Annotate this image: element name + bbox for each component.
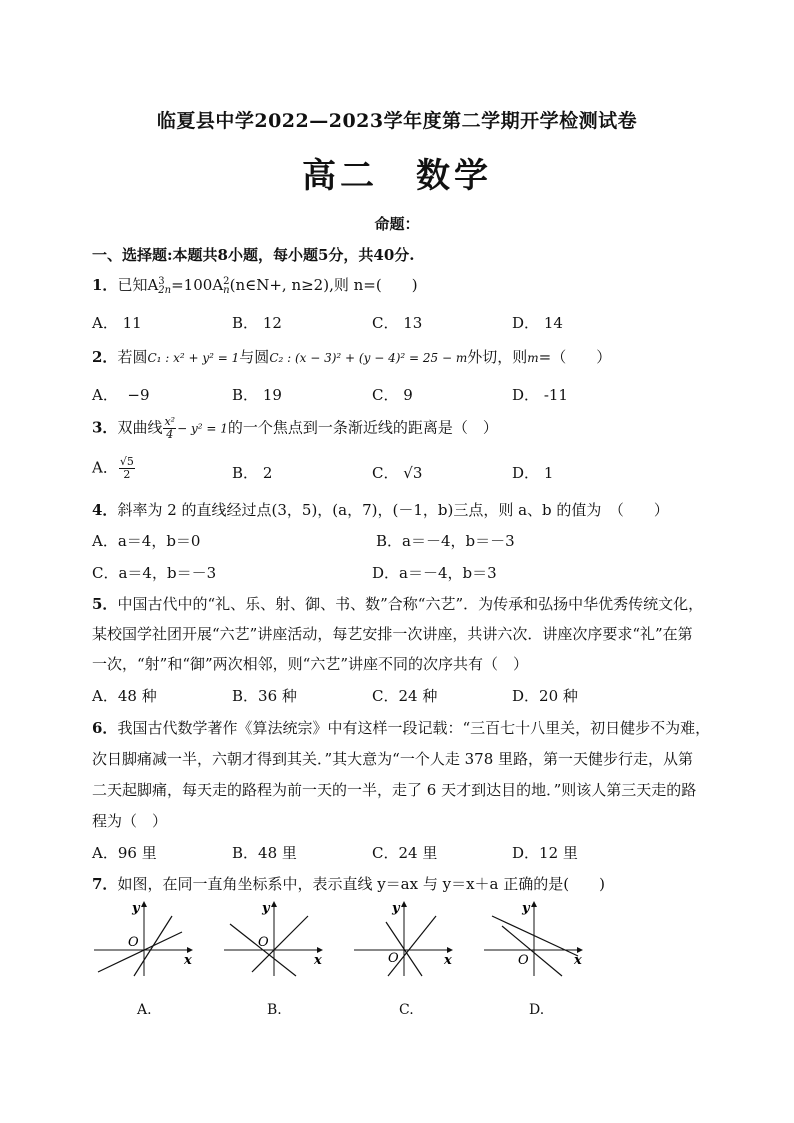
q2-option-a[interactable] (92, 384, 150, 405)
q6-option-b[interactable] (232, 842, 297, 863)
q5-option-c[interactable] (372, 685, 437, 706)
option-text: √3 (403, 464, 423, 482)
fraction-top: x² (164, 415, 176, 428)
fraction-bottom: 2 (123, 468, 131, 481)
option-text: 48 里 (258, 844, 297, 862)
option-label: B． (232, 844, 259, 862)
y-axis-label: y (262, 901, 270, 916)
option-label: C． (372, 386, 399, 404)
graph-a (92, 898, 202, 978)
option-label: C． (372, 314, 399, 332)
option-text: −9 (127, 386, 150, 404)
option-label: C． (372, 464, 399, 482)
option-text: a＝4，b＝0 (117, 532, 201, 550)
stem-text: 如图，在同一直角坐标系中，表示直线 y＝ax 与 y＝x＋a 正确的是( ) (117, 875, 605, 893)
option-text: 36 种 (258, 687, 297, 705)
option-label: A． (92, 386, 118, 404)
line-2 (134, 916, 172, 976)
q1-option-d[interactable] (512, 312, 563, 333)
q3-option-a[interactable] (92, 456, 136, 481)
option-text: 12 (262, 314, 282, 332)
option-label: C． (372, 844, 399, 862)
perm-sup: 2 (223, 276, 230, 287)
equals-text: =100 (171, 276, 213, 294)
option-label: D． (512, 386, 540, 404)
stem-text: 的一个焦点到一条渐近线的距离是（ ） (227, 418, 498, 437)
origin-label: O (388, 951, 399, 966)
graph-c-caption: C. (399, 1002, 414, 1018)
q4-option-a[interactable] (92, 530, 200, 551)
question-6-line-2: 次日脚痛减一半，六朝才得到其关．”其大意为“一个人走 378 里路，第一天健步行走，从第 (92, 750, 694, 768)
graph-d (482, 898, 592, 978)
option-text: 13 (403, 314, 423, 332)
q2-option-c[interactable] (372, 384, 413, 405)
option-label: D． (512, 844, 540, 862)
option-text: -11 (543, 386, 568, 404)
option-text: 12 里 (539, 844, 578, 862)
graph-b (222, 898, 332, 978)
option-label: D． (512, 314, 540, 332)
question-7 (92, 873, 605, 894)
q6-option-c[interactable] (372, 842, 437, 863)
option-text: 20 种 (539, 687, 578, 705)
q1-option-a[interactable] (92, 312, 142, 333)
option-label: B． (232, 687, 259, 705)
author-label: 命题： (374, 215, 420, 233)
perm-expr-2 (212, 276, 229, 294)
question-number: 3． (92, 418, 118, 437)
q5-option-b[interactable] (232, 685, 297, 706)
q4-option-d[interactable] (372, 562, 497, 583)
question-6-line-1 (92, 717, 710, 738)
option-label: A． (92, 314, 118, 332)
stem-text: 双曲线 (117, 418, 163, 437)
stem-text: 我国古代数学著作《算法统宗》中有这样一段记载：“三百七十八里关，初日健步不为难， (117, 719, 711, 737)
question-5-line-1 (92, 593, 703, 614)
origin-label: O (258, 935, 269, 950)
x-axis-label: x (444, 953, 452, 968)
circle-1-expr: C₁ : x² + y² = 1 (147, 351, 240, 365)
option-label: B． (232, 386, 259, 404)
option-label: C． (92, 564, 119, 582)
stem-text: 若圆 (117, 348, 148, 366)
option-text: 24 种 (398, 687, 438, 705)
option-label: B． (232, 314, 259, 332)
option-label: C． (372, 687, 399, 705)
question-5-line-3: 一次，“射”和“御”两次相邻，则“六艺”讲座不同的次序共有（ ） (92, 655, 529, 673)
origin-label: O (128, 935, 139, 950)
q6-option-a[interactable] (92, 842, 157, 863)
fraction-top: √5 (119, 455, 134, 468)
perm-sub: 2n (158, 285, 172, 296)
option-label: A． (92, 532, 118, 550)
question-6-line-4: 程为（ ） (92, 812, 168, 830)
question-number: 7． (92, 875, 118, 893)
graph-d-caption: D. (529, 1002, 545, 1018)
q3-option-c[interactable] (372, 462, 422, 483)
q2-option-d[interactable] (512, 384, 568, 405)
circle-2-expr: C₂ : (x − 3)² + (y − 4)² = 25 − m (269, 351, 468, 365)
question-2 (92, 346, 611, 367)
perm-sub: n (223, 285, 230, 296)
option-label: D． (512, 687, 540, 705)
var-m: m (527, 351, 539, 365)
perm-symbol: A (147, 276, 159, 294)
y-axis-label: y (392, 901, 400, 916)
option-text: 96 里 (117, 844, 157, 862)
question-number: 4． (92, 501, 118, 519)
x-axis-label: x (314, 953, 322, 968)
question-4 (92, 499, 669, 520)
stem-text: 斜率为 2 的直线经过点(3，5)，(a，7)，(－1，b)三点，则 a、b 的值为 （ ） (117, 501, 669, 519)
question-number: 5． (92, 595, 118, 613)
option-text: a＝－4，b＝－3 (402, 532, 515, 550)
fraction-bottom: 4 (166, 428, 174, 441)
stem-text: 中国古代中的“礼、乐、射、御、书、数”合称“六艺”．为传承和弘扬中华优秀传统文化， (117, 595, 704, 613)
stem-text: =（ ） (538, 348, 612, 366)
line-2 (502, 926, 562, 976)
y-axis-label: y (132, 901, 140, 916)
x-axis-label: x (574, 953, 582, 968)
question-6-line-3: 二天起脚痛，每天走的路程为前一天的一半，走了 6 天才到达目的地．”则该人第三天走的路 (92, 781, 697, 799)
x-axis-label: x (184, 953, 192, 968)
option-text: 48 种 (117, 687, 157, 705)
question-number: 1． (92, 276, 118, 294)
option-text: 24 里 (398, 844, 438, 862)
hyperbola-expr: − y² = 1 (177, 421, 228, 436)
graph-b-caption: B. (267, 1002, 282, 1018)
question-5-line-2: 某校国学社团开展“六艺”讲座活动，每艺安排一次讲座，共讲六次．讲座次序要求“礼”在第 (92, 625, 693, 643)
option-text: 2 (262, 464, 273, 482)
line-2 (388, 916, 436, 976)
exam-title: 临夏县中学2022—2023学年度第二学期开学检测试卷 (156, 110, 638, 132)
q3-option-b[interactable] (232, 462, 272, 483)
question-number: 2． (92, 348, 118, 366)
option-text: 11 (122, 314, 142, 332)
stem-text: 已知 (117, 276, 148, 294)
section-heading: 一、选择题:本题共8小题，每小题5分，共40分. (92, 246, 415, 264)
option-label: B． (376, 532, 403, 550)
q2-option-b[interactable] (232, 384, 282, 405)
option-label: A． (92, 687, 118, 705)
option-fraction (119, 456, 135, 481)
q5-option-a[interactable] (92, 685, 157, 706)
option-label: A． (92, 458, 118, 477)
perm-expr-1 (147, 276, 171, 294)
option-text: 1 (543, 464, 554, 482)
option-label: B． (232, 464, 259, 482)
perm-symbol: A (212, 276, 224, 294)
q3-option-d[interactable] (512, 462, 553, 483)
y-axis-label: y (522, 901, 530, 916)
option-text: 19 (262, 386, 282, 404)
origin-label: O (518, 953, 529, 968)
option-label: D． (372, 564, 400, 582)
q1-option-b[interactable] (232, 312, 282, 333)
stem-text: (n∈N+, n≥2),则 n=( ) (229, 276, 418, 294)
question-3 (92, 416, 498, 441)
option-label: A． (92, 844, 118, 862)
option-text: a＝－4，b＝3 (399, 564, 497, 582)
option-text: 14 (543, 314, 563, 332)
exam-subtitle: 高二 数学 (302, 156, 492, 196)
q1-option-c[interactable] (372, 312, 422, 333)
option-text: a＝4，b＝－3 (118, 564, 217, 582)
q4-option-c[interactable] (92, 562, 216, 583)
graph-c (352, 898, 462, 978)
q5-option-d[interactable] (512, 685, 578, 706)
perm-sup: 3 (158, 276, 165, 287)
stem-text: 外切，则 (467, 348, 528, 366)
q4-option-b[interactable] (376, 530, 515, 551)
stem-text: 与圆 (239, 348, 270, 366)
question-1 (92, 274, 418, 295)
option-label: D． (512, 464, 540, 482)
question-number: 6． (92, 719, 118, 737)
option-text: 9 (403, 386, 413, 404)
q6-option-d[interactable] (512, 842, 578, 863)
graph-a-caption: A. (137, 1002, 152, 1018)
hyperbola-fraction (163, 416, 176, 441)
